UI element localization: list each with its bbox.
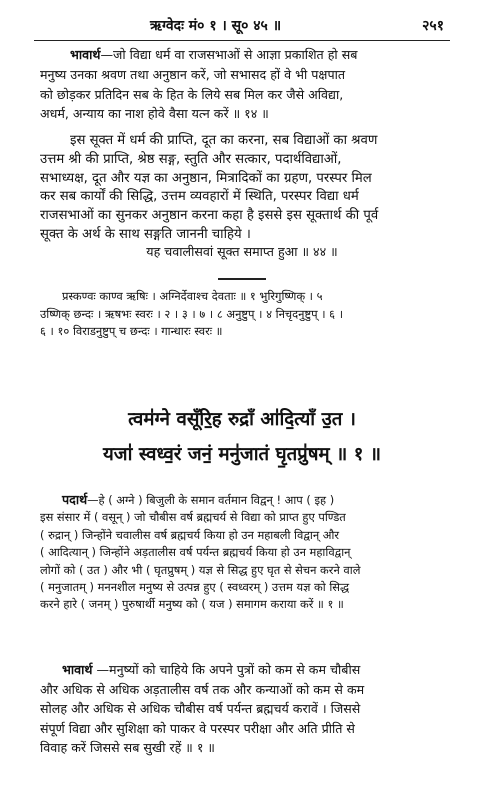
page-number: २५१ [422, 18, 444, 34]
mantra-line-2: यजा॑ स्वध्व॒रं जनं॒ मनु॑जातं घृ॒तप्रु॑षम् ॥ १ ॥ [103, 444, 381, 465]
sukta-summary-paragraph [40, 132, 444, 245]
padarth-line-6: ( मनुजातम् ) मननशील मनुष्य से उत्पन्न हुए ( स्वध्वरम् ) उत्तम यज्ञ को सिद्ध [40, 580, 350, 595]
bhavarth-paragraph-1 [40, 45, 444, 65]
sukta-completion-note: यह चवालीसवां सूक्त समाप्त हुआ ॥ ४४ ॥ [146, 244, 338, 259]
meta-line-2: उष्णिक् छन्दः । ऋषभः स्वरः । २ । ३ । ७ । ८ अनुष्टुप् । ४ निचृदनुष्टुप् । ६ । [40, 306, 344, 321]
summary-line-2: उत्तम श्री की प्राप्ति, श्रेष्ठ सङ्ग, स्तुति और सत्कार, पदार्थविद्याओं, [40, 151, 342, 167]
bhavarth-2-line-1: —मनुष्यों को चाहिये कि अपने पुत्रों को कम से कम चौबीस [92, 662, 361, 677]
bhavarth-1-line-2: मनुष्य उनका श्रवण तथा अनुष्ठान करें, जो सभासद हों वे भी पक्षपात [40, 67, 346, 82]
summary-line-6: सूक्त के अर्थ के साथ सङ्गति जाननी चाहिये । [40, 226, 251, 242]
running-head: ऋग्वेदः मं० १ । सू० ४५ ॥ [150, 18, 282, 34]
header-rule [34, 40, 450, 41]
bhavarth-2-line-2: और अधिक से अधिक अड़तालीस वर्ष तक और कन्याओं को कम से कम [40, 681, 365, 697]
section-separator [218, 278, 266, 280]
bhavarth-1-line-4: अधर्म, अन्याय का नाश होवे वैसा यत्न करें ॥ १४ ॥ [40, 106, 269, 122]
bhavarth-2-line-3: सोलह और अधिक से अधिक चौबीस वर्ष पर्यन्त ब्रह्मचर्य करावें । जिससे [40, 701, 361, 716]
padarth-line-1: —हे ( अग्ने ) बिजुली के समान वर्तमान विद्वन् ! आप ( इह ) [87, 493, 335, 507]
summary-line-1: इस सूक्त में धर्म की प्राप्ति, दूत का करना, सब विद्याओं का श्रवण [70, 133, 378, 148]
mantra-line-1: त्वम॑ग्ने वसूँरि॒ह रुद्राँ आ॑दि॒त्याँ उ॒त । [128, 409, 356, 430]
padarth-line-7: करने हारे ( जनम् ) पुरुषार्थी मनुष्य को ( यज ) समागम कराया करें ॥ १ ॥ [40, 597, 344, 612]
bhavarth-label-1: भावार्थ [70, 47, 101, 62]
summary-line-3: सभाध्यक्ष, दूत और यज्ञ का अनुष्ठान, मित्रादिकों का ग्रहण, परस्पर मिल [40, 170, 372, 186]
padarth-line-2: इस संसार में ( वसून् ) जो चौबीस वर्ष ब्रह्मचर्य से विद्या को प्राप्त हुए पण्डित [40, 510, 346, 525]
meta-line-1: प्रस्कण्वः काण्व ऋषिः । अग्निर्देवाश्च देवताः ॥ १ भुरिगुष्णिक् । ५ [62, 289, 323, 303]
padarth-line-4: ( आदित्यान् ) जिन्होंने अड़तालीस वर्ष पर्यन्त ब्रह्मचर्य किया हो उन महाविद्वान् [40, 545, 351, 560]
padarth-line-3: ( रुद्रान् ) जिन्होंने चवालीस वर्ष ब्रह्मचर्य किया हो उन महाबली विद्वान् और [40, 527, 340, 542]
bhavarth-paragraph-2 [40, 660, 444, 758]
bhavarth-label-2: भावार्थ [62, 662, 93, 677]
padarth-label: पदार्थ [62, 492, 88, 507]
page-header [0, 16, 484, 38]
padarth-paragraph [40, 491, 444, 614]
summary-line-4: कर सब कार्यों की सिद्धि, उत्तम व्यवहारों में स्थिति, परस्पर विद्या धर्म [40, 189, 359, 205]
bhavarth-1-line-1: —जो विद्या धर्म वा राजसभाओं से आज्ञा प्रकाशित हो सब [100, 47, 358, 62]
bhavarth-1-line-3: को छोड़कर प्रतिदिन सब के हित के लिये सब मिल कर जैसे अविद्या, [40, 86, 344, 102]
padarth-line-5: लोगों को ( उत ) और भी ( घृतप्रुषम् ) यज्ञ से सिद्ध हुए घृत से सेचन करने वाले [40, 562, 361, 577]
sukta-metadata [40, 288, 444, 341]
bhavarth-2-line-5: विवाह करें जिससे सब सुखी रहें ॥ १ ॥ [40, 740, 215, 755]
summary-line-5: राजसभाओं का सुनकर अनुष्ठान करना कहा है इससे इस सूक्तार्थ की पूर्व [40, 208, 379, 224]
meta-line-3: ६ । १० विराडनुष्टुप् च छन्दः । गान्धारः स्वरः ॥ [40, 324, 223, 338]
bhavarth-paragraph-1-cont [40, 65, 444, 124]
bhavarth-2-line-4: संपूर्ण विद्या और सुशिक्षा को पाकर वे परस्पर परीक्षा और अति प्रीति से [40, 720, 355, 736]
